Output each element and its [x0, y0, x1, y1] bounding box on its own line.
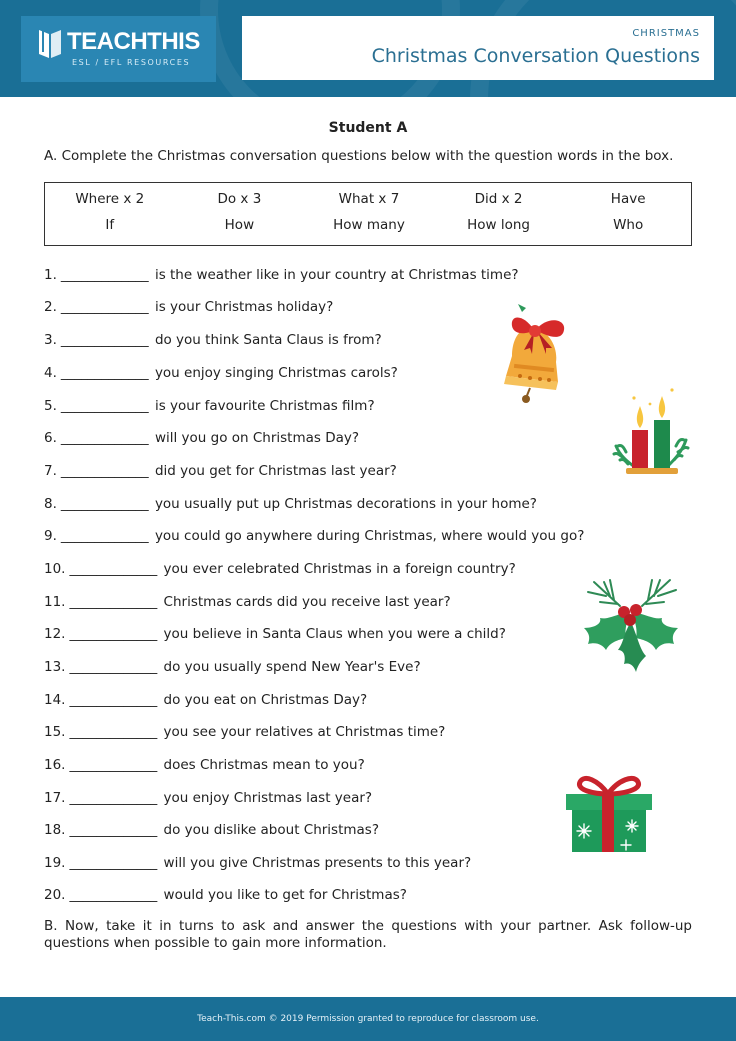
answer-blank[interactable]: _____________ — [60, 528, 149, 544]
instruction-b: B. Now, take it in turns to ask and answer the questions with your partner. Ask follow-up questions when possible to gain more information. — [44, 918, 692, 951]
question-number: 13. — [44, 659, 66, 675]
student-label: Student A — [328, 120, 408, 136]
question-text: will you give Christmas presents to this year? — [163, 855, 472, 871]
question-number: 8. — [44, 496, 57, 512]
question-number: 20. — [44, 887, 66, 903]
question-8 — [44, 495, 537, 513]
question-number: 2. — [44, 299, 57, 315]
question-text: you ever celebrated Christmas in a foreign country? — [163, 561, 516, 577]
question-number: 12. — [44, 626, 66, 642]
question-number: 4. — [44, 365, 57, 381]
question-12 — [44, 625, 506, 643]
question-number: 19. — [44, 855, 66, 871]
question-18 — [44, 821, 379, 839]
question-number: 16. — [44, 757, 66, 773]
word-item: How long — [467, 217, 531, 233]
answer-blank[interactable]: _____________ — [60, 332, 149, 348]
question-2 — [44, 298, 333, 316]
gift-icon — [564, 772, 654, 854]
word-item: How many — [333, 217, 405, 233]
word-item: What x 7 — [338, 191, 400, 207]
word-item: Do x 3 — [217, 191, 262, 207]
answer-blank[interactable]: _____________ — [69, 659, 158, 675]
logo-subtitle: ESL / EFL RESOURCES — [72, 58, 191, 67]
book-icon — [35, 26, 65, 60]
question-text: is the weather like in your country at Christmas time? — [154, 267, 519, 283]
question-number: 3. — [44, 332, 57, 348]
question-number: 7. — [44, 463, 57, 479]
question-text: you see your relatives at Christmas time? — [163, 724, 446, 740]
instruction-a: A. Complete the Christmas conversation questions below with the question words in the box. — [44, 148, 674, 164]
answer-blank[interactable]: _____________ — [60, 299, 149, 315]
question-text: you enjoy singing Christmas carols? — [154, 365, 398, 381]
answer-blank[interactable]: _____________ — [69, 855, 158, 871]
logo[interactable] — [21, 16, 216, 82]
logo-text: TEACHTHIS — [67, 28, 200, 55]
question-text: do you usually spend New Year's Eve? — [163, 659, 421, 675]
question-text: you could go anywhere during Christmas, where would you go? — [154, 528, 585, 544]
question-3 — [44, 331, 382, 349]
question-9 — [44, 527, 584, 545]
answer-blank[interactable]: _____________ — [69, 757, 158, 773]
question-17 — [44, 789, 372, 807]
question-text: would you like to get for Christmas? — [163, 887, 407, 903]
holly-icon — [580, 578, 682, 674]
question-20 — [44, 886, 407, 904]
candles-icon — [610, 386, 692, 480]
question-4 — [44, 364, 398, 382]
question-19 — [44, 854, 471, 872]
question-number: 1. — [44, 267, 57, 283]
bell-icon — [496, 304, 574, 404]
question-5 — [44, 397, 375, 415]
header-banner — [0, 0, 736, 97]
question-text: will you go on Christmas Day? — [154, 430, 360, 446]
answer-blank[interactable]: _____________ — [60, 463, 149, 479]
word-grid — [45, 191, 693, 234]
question-number: 15. — [44, 724, 66, 740]
question-text: do you dislike about Christmas? — [163, 822, 380, 838]
category-label: CHRISTMAS — [632, 28, 700, 39]
word-item: Who — [613, 217, 644, 233]
question-number: 6. — [44, 430, 57, 446]
question-text: do you think Santa Claus is from? — [154, 332, 382, 348]
question-16 — [44, 756, 365, 774]
question-text: is your Christmas holiday? — [154, 299, 334, 315]
question-text: did you get for Christmas last year? — [154, 463, 397, 479]
footer-text: Teach-This.com © 2019 Permission granted to reproduce for classroom use. — [197, 1014, 539, 1024]
question-text: you usually put up Christmas decorations in your home? — [154, 496, 537, 512]
question-number: 10. — [44, 561, 66, 577]
question-6 — [44, 429, 359, 447]
question-text: does Christmas mean to you? — [163, 757, 365, 773]
question-number: 14. — [44, 692, 66, 708]
question-number: 18. — [44, 822, 66, 838]
question-number: 5. — [44, 398, 57, 414]
title-panel — [242, 16, 714, 80]
word-item: Where x 2 — [75, 191, 145, 207]
question-number: 9. — [44, 528, 57, 544]
question-number: 17. — [44, 790, 66, 806]
answer-blank[interactable]: _____________ — [69, 561, 158, 577]
question-1 — [44, 266, 519, 284]
answer-blank[interactable]: _____________ — [69, 724, 158, 740]
question-text: you believe in Santa Claus when you were a child? — [163, 626, 506, 642]
answer-blank[interactable]: _____________ — [69, 822, 158, 838]
answer-blank[interactable]: _____________ — [60, 267, 149, 283]
answer-blank[interactable]: _____________ — [60, 496, 149, 512]
question-15 — [44, 723, 445, 741]
question-text: Christmas cards did you receive last year? — [163, 594, 451, 610]
word-item: Did x 2 — [474, 191, 523, 207]
question-7 — [44, 462, 397, 480]
question-number: 11. — [44, 594, 66, 610]
word-item: Have — [610, 191, 646, 207]
question-text: do you eat on Christmas Day? — [163, 692, 368, 708]
answer-blank[interactable]: _____________ — [60, 398, 149, 414]
answer-blank[interactable]: _____________ — [69, 887, 158, 903]
answer-blank[interactable]: _____________ — [69, 626, 158, 642]
question-text: is your favourite Christmas film? — [154, 398, 375, 414]
word-box — [44, 182, 692, 246]
question-14 — [44, 691, 367, 709]
answer-blank[interactable]: _____________ — [60, 430, 149, 446]
answer-blank[interactable]: _____________ — [69, 790, 158, 806]
answer-blank[interactable]: _____________ — [69, 692, 158, 708]
question-13 — [44, 658, 421, 676]
question-text: you enjoy Christmas last year? — [163, 790, 373, 806]
footer-banner — [0, 997, 736, 1041]
answer-blank[interactable]: _____________ — [60, 365, 149, 381]
answer-blank[interactable]: _____________ — [69, 594, 158, 610]
question-11 — [44, 593, 451, 611]
word-item: How — [224, 217, 255, 233]
page-title: Christmas Conversation Questions — [371, 45, 700, 67]
question-10 — [44, 560, 516, 578]
word-item: If — [105, 217, 115, 233]
